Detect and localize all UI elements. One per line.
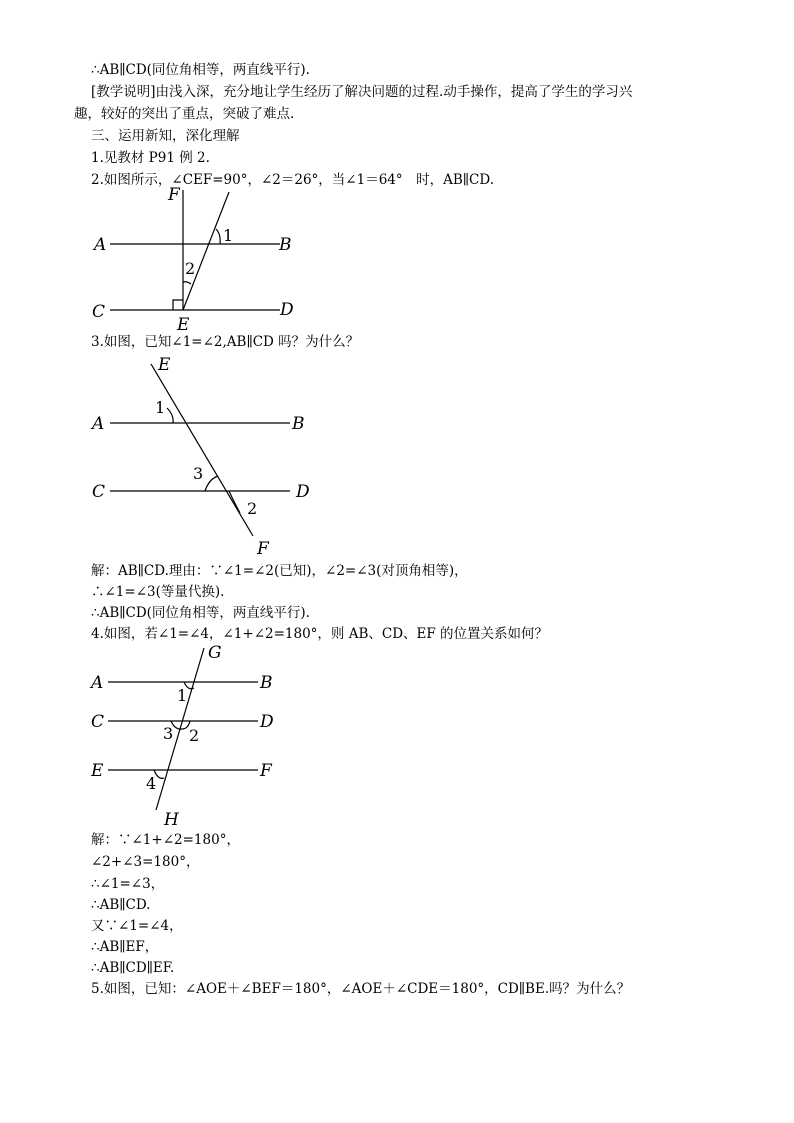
angle-3-arc <box>205 476 218 491</box>
exercise-5: 5.如图，已知：∠AOE＋∠BEF＝180°，∠AOE＋∠CDE＝180°，CD∥BE.吗？为什么？ <box>91 981 631 997</box>
label-f: F <box>257 539 269 559</box>
transversal-ef <box>151 364 253 536</box>
solution-4-line-7: ∴AB∥CD∥EF. <box>91 960 175 976</box>
label-d: D <box>260 712 274 732</box>
angle-2-arc <box>229 491 240 513</box>
solution-3-line-3: ∴AB∥CD(同位角相等，两直线平行). <box>91 605 310 621</box>
label-c: C <box>91 712 105 732</box>
solution-4-line-4: ∴AB∥CD. <box>91 897 151 913</box>
angle-2-label: 2 <box>189 726 200 745</box>
angle-1-arc <box>216 229 220 244</box>
label-h: H <box>164 810 179 830</box>
angle-2-label: 2 <box>247 499 258 518</box>
conclusion-line: ∴AB∥CD(同位角相等，两直线平行). <box>91 62 310 78</box>
solution-4-line-2: ∠2+∠3=180°， <box>91 854 200 870</box>
angle-2-arc <box>183 282 191 284</box>
label-e: E <box>158 355 171 375</box>
label-e: E <box>91 761 104 781</box>
figure-3-diagram <box>88 642 298 832</box>
label-b: B <box>292 414 305 434</box>
label-e: E <box>177 315 190 334</box>
exercise-3: 3.如图，已知∠1=∠2,AB∥CD 吗？为什么？ <box>91 334 360 350</box>
solution-4-line-6: ∴AB∥EF， <box>91 939 159 955</box>
label-c: C <box>92 482 106 502</box>
angle-1-label: 1 <box>177 686 188 705</box>
label-a: A <box>92 414 105 434</box>
figure-2-diagram <box>88 350 328 565</box>
exercise-1: 1.见教材 P91 例 2. <box>91 150 210 166</box>
label-a: A <box>91 673 104 693</box>
label-f: F <box>168 185 180 205</box>
solution-3-line-2: ∴∠1=∠3(等量代换). <box>91 584 225 600</box>
teaching-note-continued: 趣，较好的突出了重点，突破了难点. <box>74 106 295 122</box>
label-d: D <box>296 482 310 502</box>
exercise-4: 4.如图，若∠1=∠4，∠1+∠2=180°，则 AB、CD、EF 的位置关系如何？ <box>91 626 549 642</box>
solution-4-line-3: ∴∠1=∠3， <box>91 876 165 892</box>
angle-1-label: 1 <box>155 398 166 417</box>
angle-2-label: 2 <box>185 259 196 278</box>
label-f: F <box>260 761 272 781</box>
exercise-2: 2.如图所示，∠CEF=90°，∠2＝26°，当∠1＝64° 时，AB∥CD. <box>91 172 495 188</box>
label-b: B <box>260 673 273 693</box>
label-b: B <box>279 235 292 255</box>
angle-3-label: 3 <box>163 724 174 743</box>
section-heading: 三、运用新知，深化理解 <box>91 128 240 144</box>
figure-1-diagram <box>90 184 310 334</box>
label-d: D <box>280 300 294 320</box>
angle-1-label: 1 <box>223 226 234 245</box>
label-c: C <box>92 302 106 322</box>
solution-4-line-1: 解：∵∠1+∠2=180°， <box>91 832 240 848</box>
transversal-line <box>183 192 229 310</box>
solution-4-line-5: 又∵∠1=∠4， <box>91 918 183 934</box>
angle-3-label: 3 <box>193 464 204 483</box>
angle-4-label: 4 <box>146 774 157 793</box>
solution-3-line-1: 解：AB∥CD.理由：∵∠1=∠2(已知)，∠2=∠3(对顶角相等)， <box>91 563 468 579</box>
label-g: G <box>208 643 222 663</box>
right-angle-mark <box>173 300 183 310</box>
teaching-note-line: [教学说明]由浅入深，充分地让学生经历了解决问题的过程.动手操作，提高了学生的学习兴 <box>91 84 633 100</box>
label-a: A <box>94 235 107 255</box>
angle-1-arc <box>167 408 173 423</box>
